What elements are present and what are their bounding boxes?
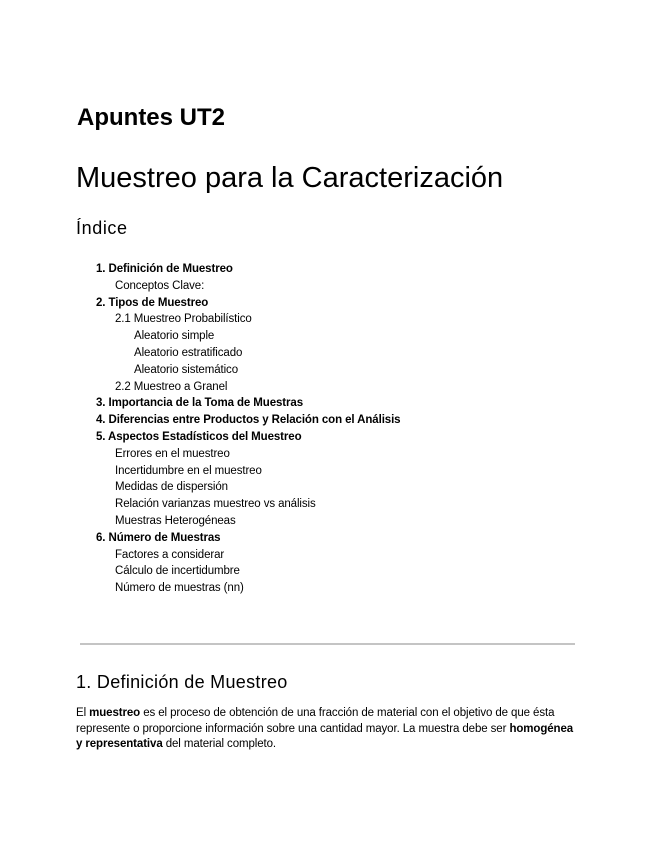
section-divider (80, 643, 575, 645)
section-heading-definicion: 1. Definición de Muestreo (76, 672, 288, 692)
toc-item[interactable]: Factores a considerar (115, 548, 225, 561)
document-subtitle: Muestreo para la Caracterización (76, 162, 504, 194)
table-of-contents (96, 261, 400, 597)
toc-item[interactable]: 6. Número de Muestras (96, 531, 221, 544)
paragraph-text: es el proceso de obtención de una fracción de material con el objetivo de que ésta represente o proporcione información sobre una cantidad mayor. La muestra debe ser (76, 707, 555, 735)
paragraph-text: El (76, 707, 90, 719)
toc-item[interactable]: 1. Definición de Muestreo (96, 263, 233, 275)
toc-item[interactable]: Número de muestras (nn) (115, 582, 244, 595)
paragraph-bold-term: muestreo (89, 707, 141, 719)
toc-item[interactable]: Muestras Heterogéneas (115, 514, 236, 527)
toc-item[interactable]: Aleatorio simple (134, 330, 215, 343)
paragraph-text: del material completo. (162, 738, 277, 751)
toc-item[interactable]: 4. Diferencias entre Productos y Relación con el Análisis (96, 414, 401, 427)
toc-item[interactable]: 2.1 Muestreo Probabilístico (115, 313, 252, 326)
paragraph-definicion (76, 706, 581, 753)
index-heading: Índice (76, 218, 128, 238)
document-title: Apuntes UT2 (77, 104, 226, 131)
toc-item[interactable]: 3. Importancia de la Toma de Muestras (96, 397, 303, 410)
toc-item[interactable]: Conceptos Clave: (115, 279, 205, 292)
toc-item[interactable]: 5. Aspectos Estadísticos del Muestreo (96, 430, 302, 443)
paragraph-bold-term: homogénea y representativa (76, 722, 574, 751)
toc-item[interactable]: 2. Tipos de Muestreo (96, 296, 209, 309)
toc-item[interactable]: Relación varianzas muestreo vs análisis (115, 498, 316, 511)
toc-item[interactable]: Medidas de dispersión (115, 481, 228, 494)
toc-item[interactable]: Cálculo de incertidumbre (115, 565, 240, 578)
toc-item[interactable]: Errores en el muestreo (115, 447, 230, 460)
toc-item[interactable]: Aleatorio sistemático (134, 363, 239, 376)
toc-item[interactable]: Incertidumbre en el muestreo (115, 464, 262, 477)
toc-item[interactable]: 2.2 Muestreo a Granel (115, 380, 228, 393)
toc-item[interactable]: Aleatorio estratificado (134, 346, 243, 359)
